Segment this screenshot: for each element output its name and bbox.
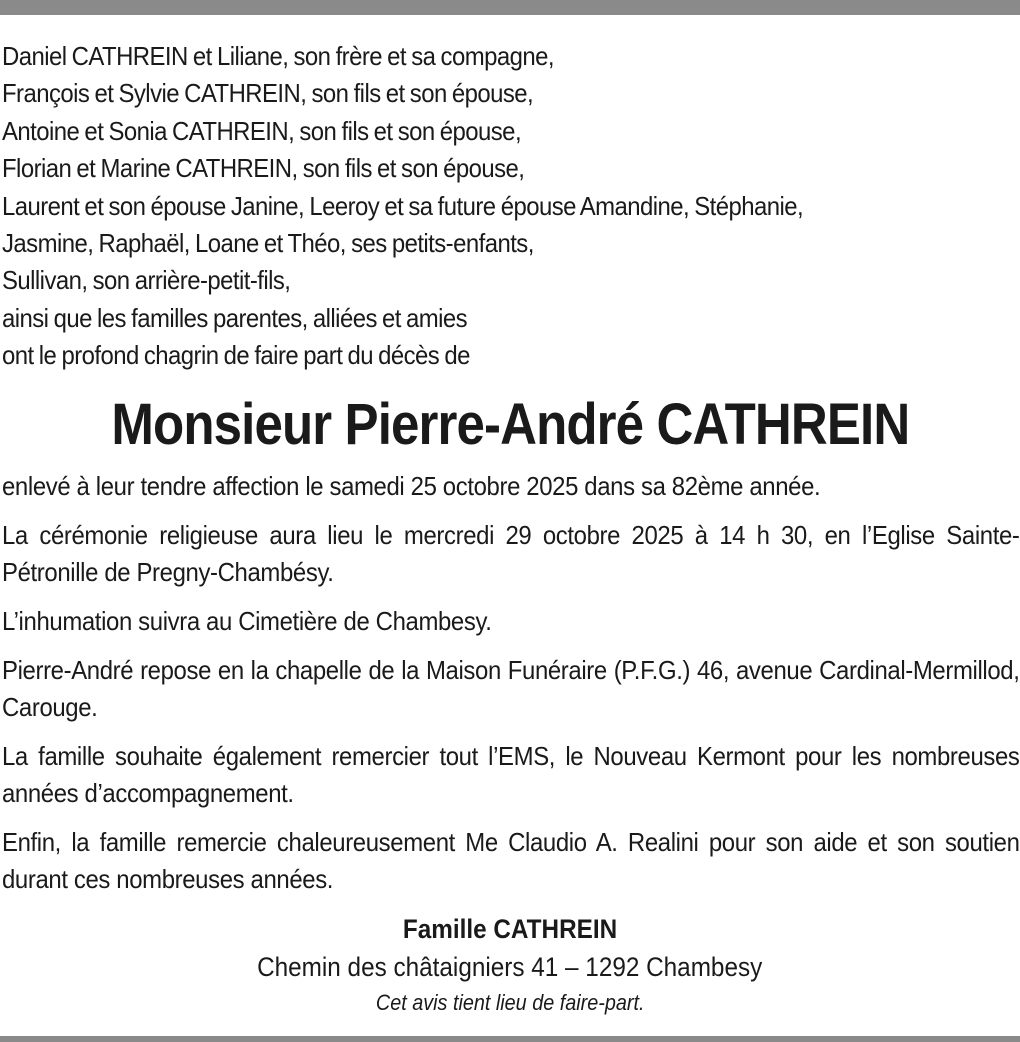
death-paragraph [2, 468, 1020, 505]
bottom-rule [0, 1036, 1020, 1042]
family-line: Florian et Marine CATHREIN, son fils et son épouse, [2, 153, 525, 184]
signature-name-line [0, 910, 1020, 948]
thanks-lawyer-text: Enfin, la famille remercie chaleureusement Me Claudio A. Realini pour son aide et son soutien durant ces nombreuses années. [2, 827, 1020, 895]
signature-note: Cet avis tient lieu de faire-part. [375, 990, 645, 1015]
signature-address-line [0, 948, 1020, 986]
family-line: ainsi que les familles parentes, alliées et amies [2, 302, 468, 333]
family-line: ont le profond chagrin de faire part du décès de [2, 340, 470, 371]
ceremony-paragraph [2, 517, 1020, 592]
rest-paragraph [2, 652, 1020, 727]
thanks-lawyer-paragraph [2, 824, 1020, 899]
deceased-name-heading [0, 392, 1020, 458]
signature-address: Chemin des châtaigniers 41 – 1292 Chambesy [257, 952, 763, 982]
signature-name: Famille CATHREIN [402, 914, 618, 944]
signature-note-line [0, 986, 1020, 1020]
death-text: enlevé à leur tendre affection le samedi 25 octobre 2025 dans sa 82ème année. [2, 471, 821, 501]
family-line: Daniel CATHREIN et Liliane, son frère et sa compagne, [2, 41, 554, 71]
signature-block [0, 910, 1020, 1020]
ceremony-text: La cérémonie religieuse aura lieu le mercredi 29 octobre 2025 à 14 h 30, en l’Eglise Sainte-Pétronille de Pregny-Chambésy. [2, 520, 1020, 588]
family-line: François et Sylvie CATHREIN, son fils et son épouse, [2, 78, 534, 109]
family-line: Antoine et Sonia CATHREIN, son fils et son épouse, [2, 115, 522, 146]
top-rule [0, 0, 1020, 15]
family-list [2, 38, 1020, 375]
deceased-name: Monsieur Pierre-André CATHREIN [111, 392, 909, 457]
burial-paragraph [2, 603, 1020, 640]
thanks-ems-paragraph [2, 738, 1020, 813]
family-line: Laurent et son épouse Janine, Leeroy et sa future épouse Amandine, Stéphanie, [2, 190, 804, 221]
thanks-ems-text: La famille souhaite également remercier tout l’EMS, le Nouveau Kermont pour les nombreuses années d’accompagnement. [2, 741, 1020, 809]
burial-text: L’inhumation suivra au Cimetière de Chambesy. [2, 606, 492, 636]
family-line: Jasmine, Raphaël, Loane et Théo, ses petits-enfants, [2, 228, 534, 259]
family-line: Sullivan, son arrière-petit-fils, [2, 265, 291, 296]
rest-text: Pierre-André repose en la chapelle de la Maison Funéraire (P.F.G.) 46, avenue Cardinal-Mermillod, Carouge. [2, 655, 1020, 723]
